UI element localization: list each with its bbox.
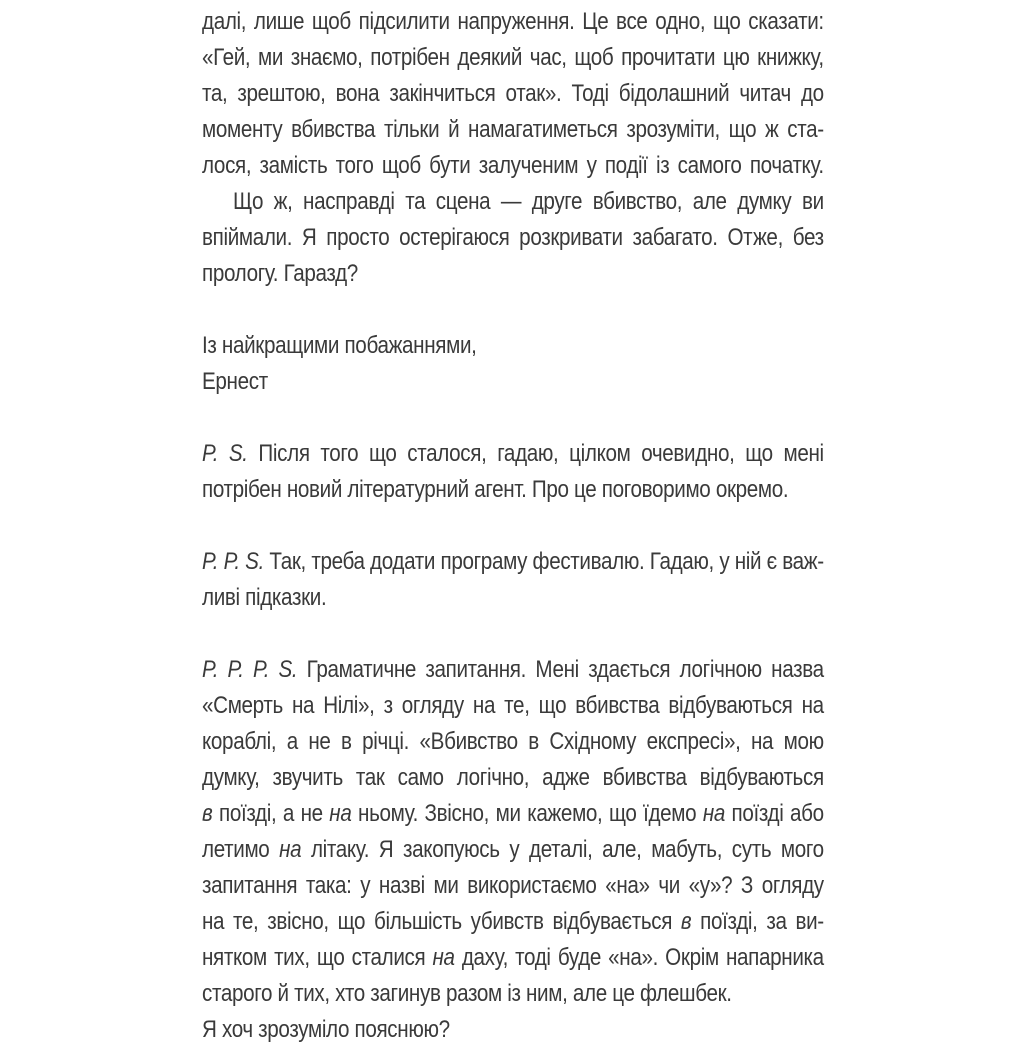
text-line: лося, замість того щоб бути залученим у події із самого початку. — [202, 152, 824, 179]
text-line — [202, 796, 824, 832]
text-line — [202, 436, 824, 472]
emphasis: на — [702, 800, 725, 827]
text-run: поїзді або — [724, 800, 824, 827]
text-run: на те, звісно, що більшість убивств відбувається — [202, 908, 681, 935]
text-line: кораблі, а не в річці. «Вбивство в Східному експресі», на мою — [202, 728, 824, 755]
salutation: Із найкращими побажаннями, — [202, 332, 477, 359]
paragraph-second-murder — [202, 184, 824, 292]
text-line: далі, лише щоб підсилити напруження. Це все одно, що сказати: — [202, 8, 824, 35]
text-line — [202, 904, 824, 940]
paragraph-continuation — [202, 4, 824, 184]
text-run: Так, треба додати програму фестивалю. Гадаю, у ній є важ- — [263, 548, 824, 575]
spacer — [202, 292, 824, 328]
text-line: Що ж, насправді та сцена — друге вбивство, але думку ви — [232, 188, 824, 215]
text-line: ливі підказки. — [202, 584, 327, 611]
text-line: думку, звучить так само логічно, адже вбивства відбуваються — [202, 764, 824, 791]
emphasis: в — [680, 908, 692, 935]
text-run: літаку. Я закопуюсь у деталі, але, мабуть, суть мого — [301, 836, 824, 863]
signature: Ернест — [202, 368, 268, 395]
text-run: нятком тих, що сталися — [202, 944, 433, 971]
text-line — [202, 832, 824, 868]
text-run: Граматичне запитання. Мені здається логічною назва — [297, 656, 824, 683]
book-page — [202, 4, 824, 1048]
spacer — [202, 400, 824, 436]
text-run: даху, тоді буде «на». Окрім напарника — [454, 944, 824, 971]
postscript-ps — [202, 436, 824, 508]
ppps-label: P. P. P. S. — [202, 656, 298, 683]
text-line — [202, 940, 824, 976]
spacer — [202, 616, 824, 652]
spacer — [202, 508, 824, 544]
text-line: старого й тих, хто загинув разом із ним, але це флешбек. — [202, 980, 732, 1007]
text-line: та, зрештою, вона закінчиться отак». Тоді бідолашний читач до — [202, 80, 824, 107]
emphasis: на — [432, 944, 455, 971]
text-line: «Смерть на Нілі», з огляду на те, що вбивства відбуваються на — [202, 692, 824, 719]
emphasis: на — [329, 800, 352, 827]
text-run: ньому. Звісно, ми кажемо, що їдемо — [351, 800, 703, 827]
text-line — [202, 652, 824, 688]
text-line: моменту вбивства тільки й намагатиметься зрозуміти, що ж ста- — [202, 116, 824, 143]
text-line: прологу. Гаразд? — [202, 260, 358, 287]
text-run: поїзді, за ви- — [691, 908, 824, 935]
text-line: «Гей, ми знаємо, потрібен деякий час, щоб прочитати цю книжку, — [202, 44, 824, 71]
text-run: летимо — [202, 836, 280, 863]
text-run: поїзді, а не — [212, 800, 330, 827]
closing — [202, 328, 824, 400]
pps-label: P. P. S. — [202, 548, 264, 575]
text-line — [202, 544, 824, 580]
text-line: запитання така: у назві ми використаємо «на» чи «у»? З огляду — [202, 872, 824, 899]
text-line: впіймали. Я просто остерігаюся розкривати забагато. Отже, без — [202, 224, 824, 251]
postscript-pps — [202, 544, 824, 616]
ps-label: P. S. — [202, 440, 248, 467]
emphasis: в — [202, 800, 213, 827]
emphasis: на — [279, 836, 302, 863]
postscript-ppps — [202, 652, 824, 1048]
text-run: Після того що сталося, гадаю, цілком очевидно, що мені — [247, 440, 824, 467]
text-line: потрібен новий літературний агент. Про це поговоримо окремо. — [202, 476, 789, 503]
text-line: Я хоч зрозуміло пояснюю? — [202, 1016, 450, 1043]
